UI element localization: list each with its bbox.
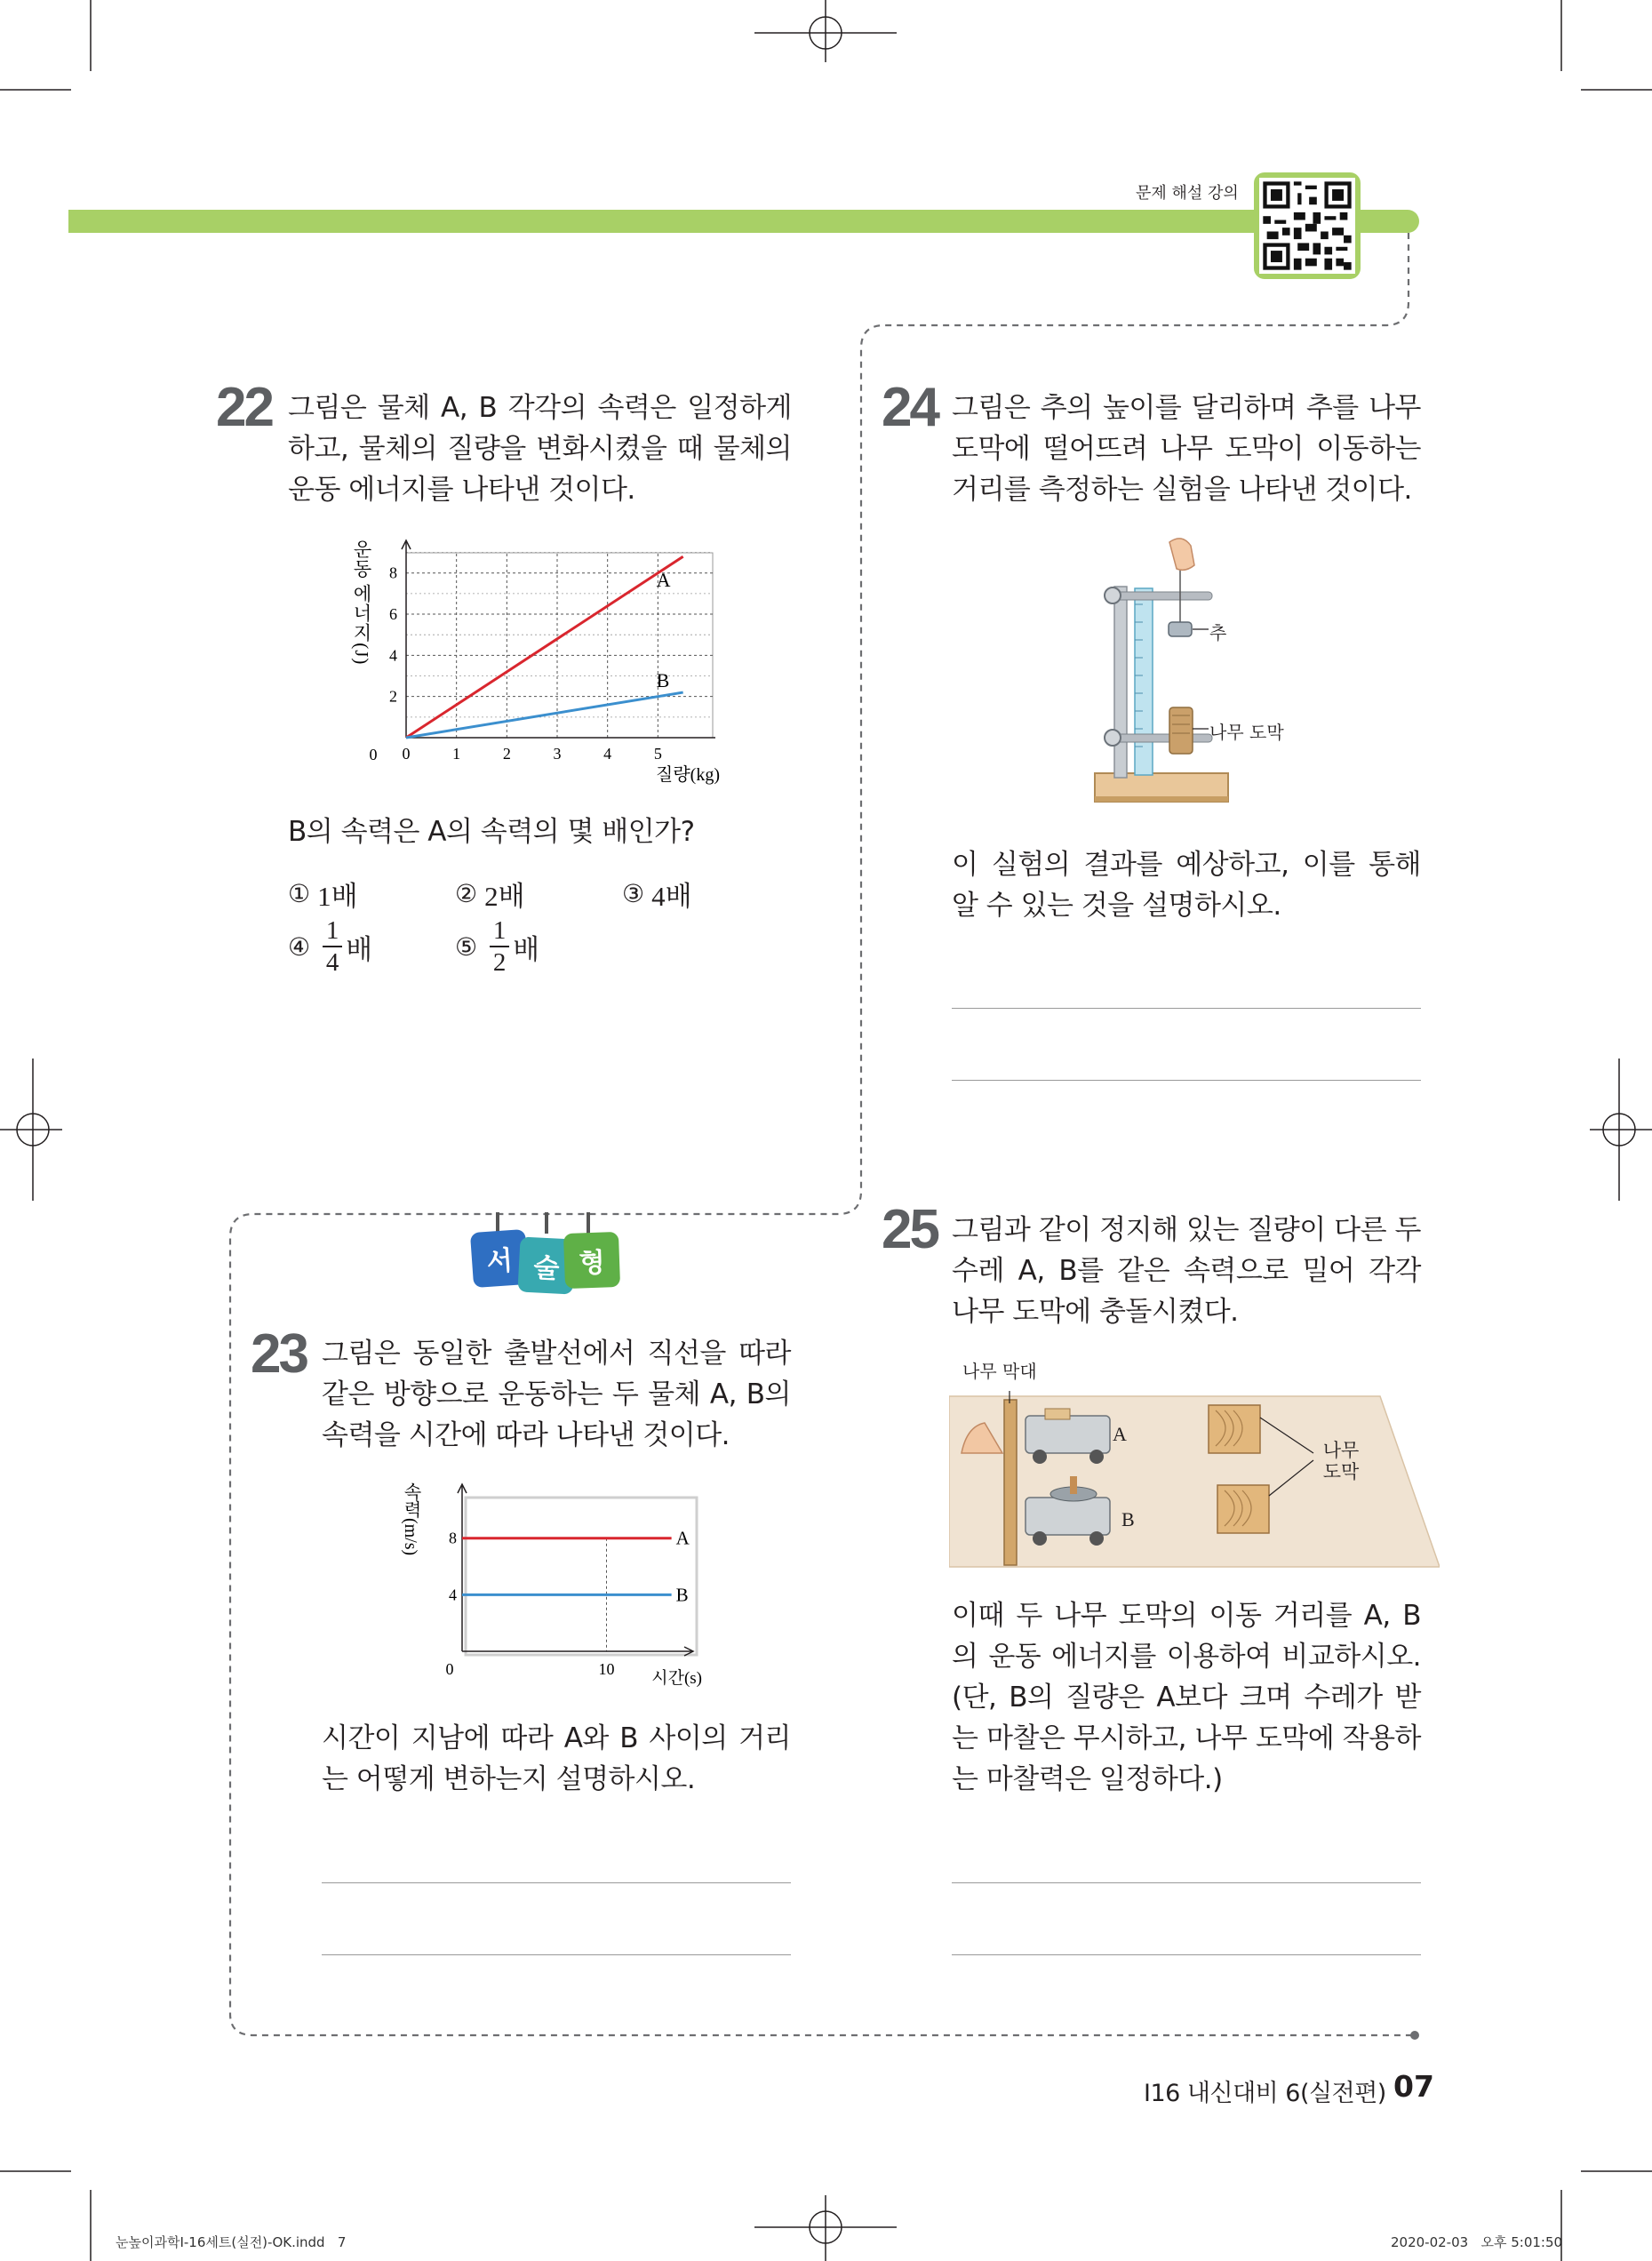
answer-line[interactable] bbox=[322, 1882, 791, 1883]
badge-seo: 서 bbox=[470, 1229, 529, 1288]
label-wood-block: 나무 도막 bbox=[1209, 722, 1284, 743]
footer-file: 눈높이과학Ⅰ-16세트(실전)-OK.indd 7 bbox=[116, 2234, 347, 2250]
lecture-label: 문제 해설 강의 bbox=[1136, 184, 1239, 203]
x-tick-label: 2 bbox=[502, 745, 511, 763]
origin-label: 0 bbox=[369, 746, 378, 763]
x-tick-label: 0 bbox=[445, 1660, 454, 1678]
choice-mark: ⑤ bbox=[455, 931, 478, 962]
q25-question: 이때 두 나무 도막의 이동 거리를 A, B의 운동 에너지를 이용하여 비교하시오. (단, B의 질량은 A보다 크며 수레가 받는 마찰은 무시하고, 나무 도막에 작용하는 마찰력은 일정하다.) bbox=[952, 1600, 1421, 1795]
q22-choice-2[interactable] bbox=[455, 874, 525, 914]
plot-shadow bbox=[466, 1498, 697, 1655]
x-tick-label: 4 bbox=[603, 745, 612, 763]
series-label-A: A bbox=[656, 569, 671, 592]
q22-choice-4[interactable] bbox=[288, 917, 372, 976]
qr-code-icon[interactable] bbox=[1254, 172, 1361, 279]
y-tick-label: 8 bbox=[389, 563, 397, 582]
q22-chart bbox=[351, 529, 724, 795]
q25-number: 25 bbox=[882, 1199, 938, 1260]
page-number: 07 bbox=[1393, 2069, 1434, 2104]
label-wood-stick: 나무 막대 bbox=[962, 1361, 1037, 1382]
choice-mark: ② bbox=[455, 879, 478, 908]
fraction-denominator: 2 bbox=[492, 948, 507, 977]
q22-text: 그림은 물체 A, B 각각의 속력은 일정하게 하고, 물체의 질량을 변화시켰을 때 물체의 운동 에너지를 나타낸 것이다. bbox=[288, 392, 792, 506]
choice-mark: ③ bbox=[622, 879, 645, 908]
fraction bbox=[490, 917, 509, 976]
choice-unit: 배 bbox=[513, 933, 540, 966]
q23-text: 그림은 동일한 출발선에서 직선을 따라 같은 방향으로 운동하는 두 물체 A, B의 속력을 시간에 따라 나타낸 것이다. bbox=[322, 1338, 791, 1451]
q22-choice-5[interactable] bbox=[455, 917, 539, 976]
y-axis-label: 속력(m/s) bbox=[401, 1482, 420, 1556]
y-tick-label: 6 bbox=[389, 605, 397, 624]
q24-number: 24 bbox=[882, 377, 938, 438]
fraction-denominator: 4 bbox=[325, 948, 339, 977]
x-tick-label: 3 bbox=[553, 745, 562, 763]
fraction-numerator: 1 bbox=[325, 916, 339, 945]
x-tick-label: 5 bbox=[653, 745, 662, 763]
q25-cart-figure bbox=[949, 1391, 1440, 1569]
x-axis-label: 시간(s) bbox=[651, 1669, 702, 1688]
q24-question: 이 실험의 결과를 예상하고, 이를 통해 알 수 있는 것을 설명하시오. bbox=[952, 849, 1421, 922]
fraction bbox=[323, 917, 342, 976]
series-label-A: A bbox=[675, 1527, 690, 1549]
answer-line[interactable] bbox=[952, 1008, 1421, 1009]
q23-number: 23 bbox=[251, 1323, 307, 1385]
answer-line[interactable] bbox=[952, 1954, 1421, 1955]
q25-text: 그림과 같이 정지해 있는 질량이 다른 두 수레 A, B를 같은 속력으로 밀어 각각 나무 도막에 충돌시켰다. bbox=[952, 1214, 1421, 1328]
series-label-B: B bbox=[675, 1584, 689, 1606]
fraction-numerator: 1 bbox=[492, 916, 507, 945]
fraction-bar bbox=[490, 946, 509, 947]
y-tick-label: 2 bbox=[389, 687, 397, 706]
label-cart-b: B bbox=[1121, 1508, 1135, 1530]
q22-question: B의 속력은 A의 속력의 몇 배인가? bbox=[288, 816, 695, 848]
q23-question: 시간이 지남에 따라 A와 B 사이의 거리는 어떻게 변하는지 설명하시오. bbox=[322, 1722, 791, 1795]
y-tick-label: 8 bbox=[449, 1529, 457, 1547]
answer-line[interactable] bbox=[952, 1080, 1421, 1081]
label-wood-blocks: 나무 도막 bbox=[1322, 1440, 1360, 1482]
x-axis-label: 질량(kg) bbox=[656, 765, 720, 785]
answer-line[interactable] bbox=[952, 1882, 1421, 1883]
choice-mark: ① bbox=[288, 879, 311, 908]
q24-apparatus-figure bbox=[1084, 533, 1333, 818]
footer-timestamp: 2020-02-03 오후 5:01:50 bbox=[1391, 2234, 1563, 2250]
series-label-B: B bbox=[656, 669, 670, 692]
x-tick-label: 0 bbox=[402, 745, 411, 763]
choice-value: 2배 bbox=[484, 881, 525, 912]
x-tick-label: 1 bbox=[452, 745, 461, 763]
choice-mark: ④ bbox=[288, 931, 311, 962]
y-tick-label: 4 bbox=[449, 1586, 457, 1604]
y-axis-label: 운동 에너지(J) bbox=[351, 539, 372, 666]
q22-choice-3[interactable] bbox=[622, 874, 692, 914]
label-cart-a: A bbox=[1113, 1423, 1127, 1445]
q24-text: 그림은 추의 높이를 달리하며 추를 나무 도막에 떨어뜨려 나무 도막이 이동하는 거리를 측정하는 실험을 나타낸 것이다. bbox=[952, 392, 1421, 506]
q22-number: 22 bbox=[216, 377, 272, 438]
x-tick-label: 10 bbox=[598, 1660, 615, 1678]
fraction-bar bbox=[323, 946, 342, 947]
badge-sul: 술 bbox=[517, 1236, 575, 1294]
footer-series: I16 내신대비 6(실전편) bbox=[1144, 2080, 1386, 2107]
choice-value: 1배 bbox=[317, 881, 358, 912]
badge-hyeong: 형 bbox=[563, 1232, 620, 1289]
y-tick-label: 4 bbox=[389, 646, 397, 665]
choice-value: 4배 bbox=[651, 881, 692, 912]
choice-unit: 배 bbox=[346, 933, 373, 966]
q22-choice-1[interactable] bbox=[288, 874, 358, 914]
q23-chart bbox=[391, 1475, 711, 1698]
label-weight: 추 bbox=[1209, 622, 1227, 643]
answer-line[interactable] bbox=[322, 1954, 791, 1955]
